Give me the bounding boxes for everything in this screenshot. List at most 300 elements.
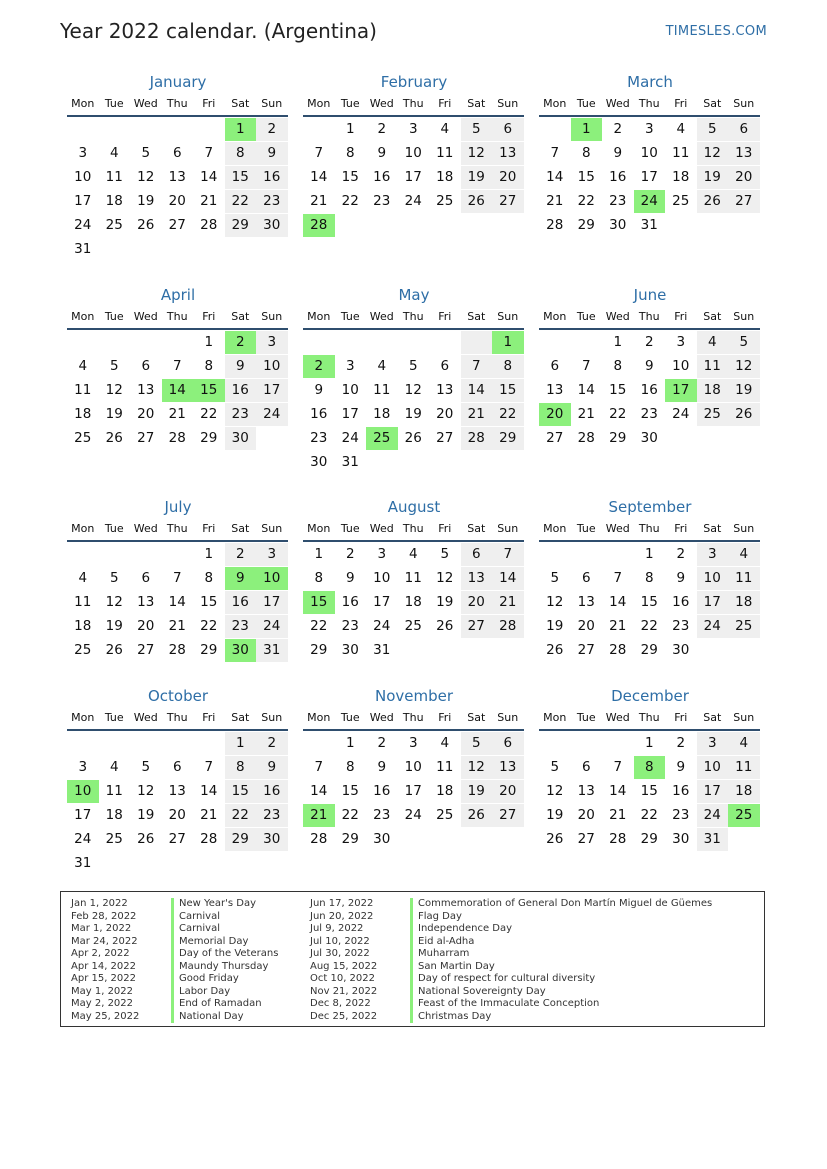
holiday-day-cell: 20 <box>539 403 571 426</box>
day-cell: 30 <box>640 430 658 446</box>
day-cell: 19 <box>546 618 564 634</box>
day-cell: 19 <box>728 379 760 402</box>
day-cell: 20 <box>577 807 595 823</box>
day-cell: 17 <box>256 591 288 614</box>
day-cell: 18 <box>436 783 454 799</box>
holiday-entry <box>71 961 278 974</box>
weekday-header <box>303 305 525 326</box>
holiday-name: Good Friday <box>171 973 239 986</box>
week-row <box>67 403 289 427</box>
day-cell: 27 <box>577 642 595 658</box>
day-cell: 9 <box>377 759 387 775</box>
holiday-name: Independence Day <box>410 923 512 936</box>
holiday-entry <box>310 986 712 999</box>
day-cell: 11 <box>728 756 760 779</box>
day-cell: 15 <box>609 382 627 398</box>
day-cell: 20 <box>137 406 155 422</box>
weekday-label: Mon <box>71 310 95 323</box>
header-rule <box>67 115 288 117</box>
day-cell: 10 <box>404 145 422 161</box>
day-cell: 6 <box>550 358 560 374</box>
week-row <box>539 403 761 427</box>
day-cell: 4 <box>440 735 450 751</box>
empty-cell <box>303 732 335 755</box>
day-cell: 21 <box>200 807 218 823</box>
day-cell: 13 <box>577 594 595 610</box>
header-rule <box>303 115 524 117</box>
day-cell: 25 <box>105 217 123 233</box>
day-cell: 27 <box>728 190 760 213</box>
day-cell: 14 <box>492 567 524 590</box>
day-cell: 13 <box>577 783 595 799</box>
day-cell: 30 <box>672 831 690 847</box>
day-cell: 9 <box>377 145 387 161</box>
holiday-day-cell: 9 <box>225 567 257 590</box>
day-cell: 15 <box>577 169 595 185</box>
empty-cell <box>398 331 430 354</box>
week-row <box>539 591 761 615</box>
day-cell: 15 <box>225 780 257 803</box>
day-cell: 3 <box>697 732 729 755</box>
day-cell: 15 <box>341 783 359 799</box>
holiday-date: Jan 1, 2022 <box>71 898 128 909</box>
holiday-day-cell: 30 <box>225 639 257 662</box>
weekday-label: Thu <box>166 711 188 724</box>
empty-cell <box>67 331 99 354</box>
weekday-label: Fri <box>202 522 216 535</box>
weekday-label: Wed <box>133 310 158 323</box>
day-cell: 14 <box>577 382 595 398</box>
empty-cell <box>697 214 729 237</box>
day-cell: 31 <box>256 639 288 662</box>
holiday-entry <box>71 973 278 986</box>
month-title: October <box>147 687 209 705</box>
day-cell: 6 <box>172 145 182 161</box>
day-cell: 13 <box>492 756 524 779</box>
holiday-name: Commemoration of General Don Martín Miguel de Güemes <box>410 898 712 911</box>
day-cell: 21 <box>168 406 186 422</box>
day-cell: 16 <box>609 169 627 185</box>
day-cell: 1 <box>345 121 355 137</box>
day-cell: 9 <box>676 570 686 586</box>
day-cell: 7 <box>172 570 182 586</box>
day-cell: 21 <box>609 807 627 823</box>
day-cell: 5 <box>440 546 450 562</box>
day-cell: 13 <box>728 142 760 165</box>
day-cell: 8 <box>644 570 654 586</box>
week-row <box>67 166 289 190</box>
day-cell: 14 <box>546 169 564 185</box>
day-cell: 26 <box>436 618 454 634</box>
day-cell: 7 <box>613 759 623 775</box>
weekday-label: Mon <box>307 310 331 323</box>
holiday-name: Carnival <box>171 923 220 936</box>
weekday-label: Thu <box>402 522 424 535</box>
day-cell: 26 <box>461 190 493 213</box>
month-title: August <box>387 498 441 516</box>
day-cell: 30 <box>672 642 690 658</box>
empty-cell <box>193 852 225 875</box>
day-cell: 22 <box>640 618 658 634</box>
day-cell: 23 <box>373 807 391 823</box>
day-cell: 4 <box>78 358 88 374</box>
weekday-label: Sat <box>467 97 486 110</box>
empty-cell <box>728 639 760 662</box>
holiday-name: Eid al-Adha <box>410 936 474 949</box>
day-cell: 15 <box>492 379 524 402</box>
day-cell: 27 <box>436 430 454 446</box>
day-cell: 8 <box>345 145 355 161</box>
day-cell: 18 <box>74 618 92 634</box>
day-cell: 25 <box>728 615 760 638</box>
day-cell: 19 <box>137 193 155 209</box>
day-cell: 19 <box>546 807 564 823</box>
weekday-label: Sun <box>261 97 283 110</box>
day-cell: 12 <box>728 355 760 378</box>
day-cell: 16 <box>225 379 257 402</box>
week-row <box>539 567 761 591</box>
site-link[interactable]: TIMESLES.COM <box>665 24 767 39</box>
day-cell: 21 <box>200 193 218 209</box>
day-cell: 12 <box>105 594 123 610</box>
empty-cell <box>162 543 194 566</box>
day-cell: 4 <box>377 358 387 374</box>
empty-cell <box>130 238 162 261</box>
empty-cell <box>492 214 524 237</box>
holiday-entry <box>310 973 712 986</box>
week-row <box>539 142 761 166</box>
week-row <box>303 379 525 403</box>
week-row <box>539 190 761 214</box>
empty-cell <box>67 543 99 566</box>
holiday-date: May 2, 2022 <box>71 998 134 1009</box>
empty-cell <box>130 331 162 354</box>
day-cell: 20 <box>436 406 454 422</box>
day-cell: 1 <box>225 732 257 755</box>
day-cell: 26 <box>105 430 123 446</box>
day-cell: 6 <box>492 118 524 141</box>
day-cell: 1 <box>644 546 654 562</box>
weekday-label: Sat <box>231 310 250 323</box>
day-cell: 23 <box>256 190 288 213</box>
month-title: July <box>164 498 192 516</box>
weekday-label: Thu <box>166 97 188 110</box>
day-cell: 16 <box>373 783 391 799</box>
weekday-label: Sun <box>261 522 283 535</box>
week-row <box>303 190 525 214</box>
header-rule <box>67 328 288 330</box>
month-march <box>539 72 761 238</box>
week-row <box>67 804 289 828</box>
empty-cell <box>539 543 571 566</box>
empty-cell <box>602 543 634 566</box>
day-cell: 21 <box>492 591 524 614</box>
day-cell: 29 <box>640 831 658 847</box>
holiday-name: National Sovereignty Day <box>410 986 546 999</box>
day-cell: 17 <box>341 406 359 422</box>
week-row <box>539 804 761 828</box>
day-cell: 28 <box>461 427 493 450</box>
week-row <box>67 732 289 756</box>
day-cell: 4 <box>728 732 760 755</box>
day-cell: 31 <box>373 642 391 658</box>
day-cell: 29 <box>609 430 627 446</box>
week-row <box>67 190 289 214</box>
day-cell: 11 <box>105 783 123 799</box>
page-title: Year 2022 calendar. (Argentina) <box>60 19 377 43</box>
weekday-label: Wed <box>369 522 394 535</box>
weekday-header <box>539 305 761 326</box>
day-cell: 24 <box>697 615 729 638</box>
day-cell: 28 <box>492 615 524 638</box>
holiday-day-cell: 15 <box>193 379 225 402</box>
day-cell: 16 <box>672 594 690 610</box>
day-cell: 9 <box>613 145 623 161</box>
month-title: March <box>627 73 673 91</box>
empty-cell <box>571 543 603 566</box>
day-cell: 9 <box>314 382 324 398</box>
holiday-entry <box>310 898 712 911</box>
day-cell: 18 <box>74 406 92 422</box>
day-cell: 19 <box>461 780 493 803</box>
holiday-date: Nov 21, 2022 <box>310 985 378 997</box>
day-cell: 5 <box>141 759 151 775</box>
empty-cell <box>665 214 697 237</box>
holiday-name: National Day <box>171 1011 244 1024</box>
week-row <box>539 615 761 639</box>
weekday-label: Sat <box>231 522 250 535</box>
empty-cell <box>571 732 603 755</box>
holiday-entry <box>71 986 278 999</box>
day-cell: 23 <box>256 804 288 827</box>
day-cell: 3 <box>408 121 418 137</box>
day-cell: 12 <box>546 594 564 610</box>
holiday-entry <box>71 1011 278 1024</box>
day-cell: 1 <box>644 735 654 751</box>
weekday-label: Sat <box>703 97 722 110</box>
day-cell: 21 <box>168 618 186 634</box>
day-cell: 3 <box>676 334 686 350</box>
week-row <box>67 238 289 262</box>
weekday-label: Thu <box>402 310 424 323</box>
day-cell: 28 <box>310 831 328 847</box>
month-title: June <box>633 286 667 304</box>
empty-cell <box>398 828 430 851</box>
month-december <box>539 686 761 852</box>
day-cell: 15 <box>225 166 257 189</box>
day-cell: 17 <box>404 783 422 799</box>
week-row <box>67 591 289 615</box>
weekday-label: Mon <box>543 310 567 323</box>
weekday-label: Mon <box>307 711 331 724</box>
month-august <box>303 497 525 663</box>
day-cell: 16 <box>310 406 328 422</box>
day-cell: 23 <box>225 403 257 426</box>
day-cell: 19 <box>461 166 493 189</box>
day-cell: 3 <box>78 759 88 775</box>
day-cell: 14 <box>168 594 186 610</box>
day-cell: 5 <box>408 358 418 374</box>
day-cell: 30 <box>256 214 288 237</box>
day-cell: 2 <box>377 121 387 137</box>
week-row <box>303 118 525 142</box>
day-cell: 30 <box>225 427 257 450</box>
holiday-name: New Year's Day <box>171 898 256 911</box>
weekday-label: Mon <box>543 97 567 110</box>
day-cell: 11 <box>728 567 760 590</box>
week-row <box>303 403 525 427</box>
day-cell: 8 <box>613 358 623 374</box>
header-rule <box>539 115 760 117</box>
week-row <box>539 828 761 852</box>
empty-cell <box>193 118 225 141</box>
day-cell: 2 <box>676 546 686 562</box>
day-cell: 12 <box>436 570 454 586</box>
day-cell: 25 <box>436 807 454 823</box>
day-cell: 4 <box>78 570 88 586</box>
weekday-label: Wed <box>605 310 630 323</box>
holiday-name: Day of respect for cultural diversity <box>410 973 595 986</box>
weekday-label: Fri <box>202 97 216 110</box>
day-cell: 22 <box>492 403 524 426</box>
holiday-day-cell: 15 <box>303 591 335 614</box>
day-cell: 26 <box>404 430 422 446</box>
day-cell: 8 <box>492 355 524 378</box>
day-cell: 4 <box>109 759 119 775</box>
empty-cell <box>602 732 634 755</box>
week-row <box>539 118 761 142</box>
day-cell: 7 <box>314 145 324 161</box>
day-cell: 30 <box>341 642 359 658</box>
holiday-day-cell: 10 <box>256 567 288 590</box>
week-row <box>67 780 289 804</box>
empty-cell <box>728 828 760 851</box>
day-cell: 4 <box>109 145 119 161</box>
day-cell: 5 <box>109 358 119 374</box>
weekday-label: Tue <box>104 97 124 110</box>
day-cell: 15 <box>640 594 658 610</box>
day-cell: 6 <box>141 570 151 586</box>
holiday-date: Jul 10, 2022 <box>310 935 370 947</box>
weekday-label: Fri <box>674 522 688 535</box>
holiday-day-cell: 24 <box>634 190 666 213</box>
day-cell: 30 <box>310 454 328 470</box>
day-cell: 25 <box>672 193 690 209</box>
holiday-day-cell: 17 <box>665 379 697 402</box>
day-cell: 12 <box>461 142 493 165</box>
empty-cell <box>256 238 288 261</box>
weekday-label: Thu <box>402 711 424 724</box>
day-cell: 26 <box>546 831 564 847</box>
day-cell: 19 <box>697 166 729 189</box>
day-cell: 27 <box>168 217 186 233</box>
weekday-label: Wed <box>133 711 158 724</box>
week-row <box>67 567 289 591</box>
day-cell: 8 <box>204 570 214 586</box>
holiday-entry <box>310 998 712 1011</box>
empty-cell <box>99 732 131 755</box>
day-cell: 12 <box>404 382 422 398</box>
day-cell: 29 <box>310 642 328 658</box>
holiday-entry <box>71 911 278 924</box>
day-cell: 16 <box>256 166 288 189</box>
weekday-label: Sun <box>497 522 519 535</box>
day-cell: 26 <box>137 217 155 233</box>
day-cell: 3 <box>78 145 88 161</box>
week-row <box>303 780 525 804</box>
day-cell: 17 <box>373 594 391 610</box>
weekday-header <box>67 305 289 326</box>
holiday-entry <box>310 936 712 949</box>
week-row <box>539 756 761 780</box>
empty-cell <box>665 427 697 450</box>
day-cell: 18 <box>728 591 760 614</box>
day-cell: 4 <box>697 331 729 354</box>
empty-cell <box>193 732 225 755</box>
day-cell: 11 <box>404 570 422 586</box>
weekday-label: Tue <box>576 97 596 110</box>
header-rule <box>539 540 760 542</box>
empty-cell <box>398 451 430 474</box>
day-cell: 29 <box>640 642 658 658</box>
holiday-name: Feast of the Immaculate Conception <box>410 998 599 1011</box>
header-rule <box>539 328 760 330</box>
weekday-label: Fri <box>438 97 452 110</box>
day-cell: 6 <box>581 759 591 775</box>
weekday-label: Fri <box>674 310 688 323</box>
week-row <box>303 142 525 166</box>
day-cell: 19 <box>436 594 454 610</box>
holiday-day-cell: 21 <box>303 804 335 827</box>
holiday-day-cell: 1 <box>225 118 257 141</box>
day-cell: 9 <box>256 142 288 165</box>
day-cell: 28 <box>546 217 564 233</box>
holiday-date: Dec 25, 2022 <box>310 1010 378 1022</box>
day-cell: 24 <box>697 804 729 827</box>
empty-cell <box>99 543 131 566</box>
holiday-entry <box>310 1011 712 1024</box>
empty-cell <box>162 732 194 755</box>
day-cell: 30 <box>373 831 391 847</box>
day-cell: 26 <box>105 642 123 658</box>
week-row <box>539 780 761 804</box>
day-cell: 17 <box>697 591 729 614</box>
day-cell: 31 <box>341 454 359 470</box>
empty-cell <box>429 639 461 662</box>
day-cell: 5 <box>550 759 560 775</box>
week-row <box>67 756 289 780</box>
empty-cell <box>256 427 288 450</box>
holiday-name: Memorial Day <box>171 936 248 949</box>
weekday-label: Tue <box>340 310 360 323</box>
empty-cell <box>461 451 493 474</box>
header-rule <box>303 729 524 731</box>
day-cell: 5 <box>550 570 560 586</box>
week-row <box>539 355 761 379</box>
weekday-label: Sun <box>733 522 755 535</box>
day-cell: 11 <box>436 145 454 161</box>
holiday-entry <box>310 923 712 936</box>
month-title: January <box>149 73 207 91</box>
day-cell: 7 <box>204 145 214 161</box>
weekday-label: Fri <box>674 97 688 110</box>
weekday-label: Sat <box>467 522 486 535</box>
day-cell: 22 <box>577 193 595 209</box>
week-row <box>67 852 289 876</box>
month-october <box>67 686 289 876</box>
day-cell: 11 <box>74 594 92 610</box>
weekday-label: Thu <box>402 97 424 110</box>
